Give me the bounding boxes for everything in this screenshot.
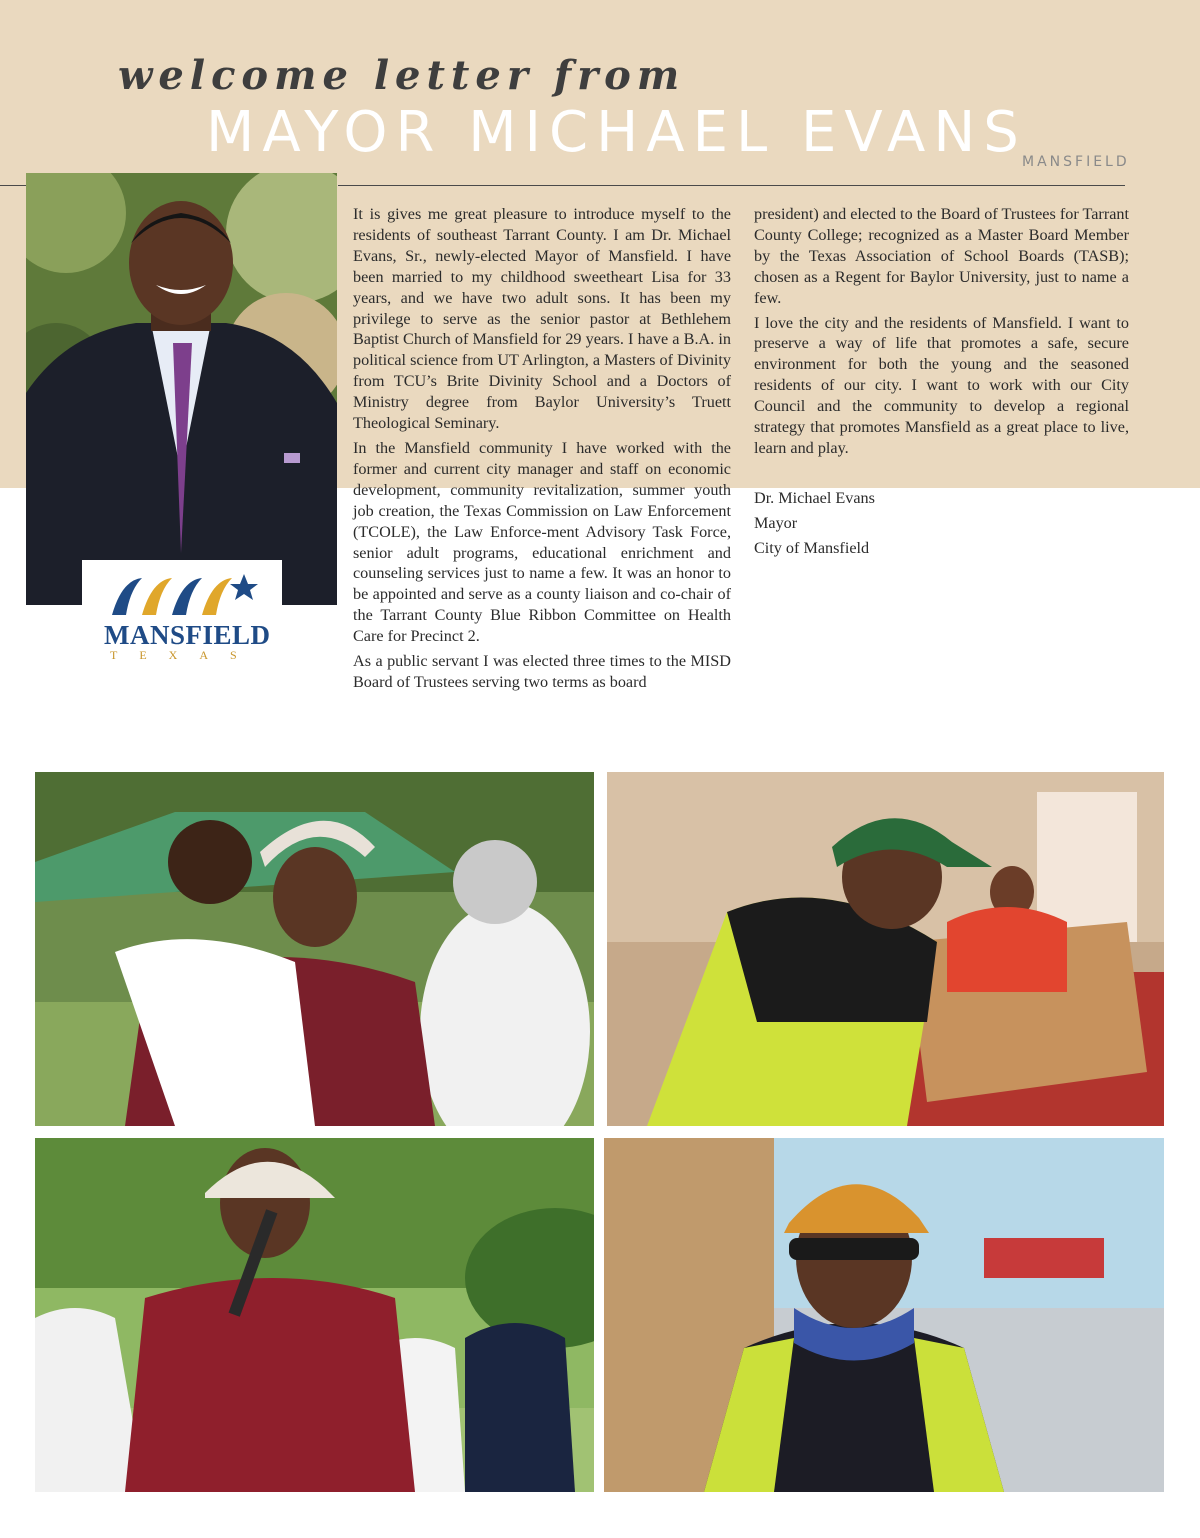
signature-org: City of Mansfield [754, 539, 870, 557]
mansfield-logo [82, 560, 282, 667]
photo-mayor-hugging-child [35, 772, 594, 1126]
logo-subtitle: TEXAS [110, 648, 259, 662]
letter-paragraph: It is gives me great pleasure to introduce myself to the residents of southeast Tarrant County. I am Dr. Michael Evans, Sr., newly-elected Mayor of Mansfield. I have been married to my childhood sweetheart Lisa for 33 years, and we have two adult sons. It has been my privilege to serve as the senior pastor at Bethlehem Baptist Church of Mansfield for 29 years. I have a B.A. in political science from UT Arlington, a Masters of Divinity from TCU’s Brite Divinity School and a Doctors of Ministry degree from Baylor University’s Truett Theological Seminary. [353, 205, 731, 433]
photo-mayor-speaking [35, 1138, 594, 1492]
letter-paragraph: president) and elected to the Board of Trustees for Tarrant County College; recognized as a Master Board Member by the Texas Association of School Boards (TASB); chosen as a Regent for Baylor University, just to name a few. [754, 205, 1129, 307]
letter-column-1 [353, 204, 731, 697]
photo-mayor-in-vest [604, 1138, 1164, 1492]
letter-column-2 [754, 204, 1129, 463]
letter-paragraph: In the Mansfield community I have worked with the former and current city manager and staff on economic development, community revitalization, summer youth job creation, the Texas Commission on Law Enforcement (TCOLE), the Law Enforce-ment Advisory Task Force, senior adult programs, educational enrichment and counseling services just to name a few. It was an honor to be appointed and serve as a county liaison and co-chair of the Tarrant County Blue Ribbon Committee on Health Care for Precinct 2. [353, 438, 731, 646]
article-title: MAYOR MICHAEL EVANS [206, 100, 1027, 165]
signature-name: Dr. Michael Evans [754, 489, 875, 507]
section-tag: MANSFIELD [1022, 154, 1130, 170]
letter-signature [754, 486, 875, 561]
letter-paragraph: I love the city and the residents of Mansfield. I want to preserve a way of life that promotes a safe, secure environment for both the young and the seasoned residents of our city. I want to work with our City Council and the community to develop a regional strategy that promotes Mansfield as a great place to live, learn and play. [754, 313, 1129, 457]
signature-role: Mayor [754, 514, 798, 532]
photo-mayor-loading-boxes [607, 772, 1164, 1126]
header-rule-left [0, 185, 28, 186]
letter-paragraph: As a public servant I was elected three times to the MISD Board of Trustees serving two terms as board [353, 652, 731, 691]
logo-wordmark: MANSFIELD [104, 620, 271, 650]
mayor-portrait [26, 173, 337, 605]
article-kicker: welcome letter from [118, 52, 686, 99]
logo-mark [82, 560, 282, 620]
header-rule-right [338, 185, 1125, 186]
